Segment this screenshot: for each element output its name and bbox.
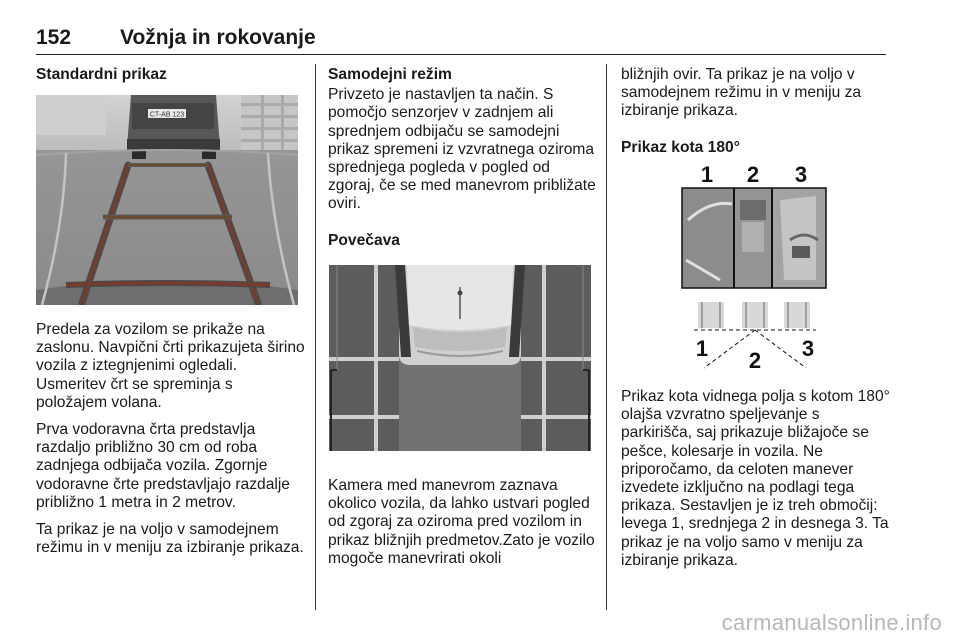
section-heading-automatic-mode: Samodejni režim xyxy=(328,66,452,83)
page-number: 152 xyxy=(36,26,72,49)
section-heading-180-view: Prikaz kota 180° xyxy=(621,138,740,156)
footer-watermark: carmanualsonline.info xyxy=(721,610,942,635)
column-3 xyxy=(621,66,891,165)
paragraph-standard-2: Prva vodoravna črta predstavlja razdaljo približno 30 cm od roba zadnjega odbijača vozila. Zgornje vodoravne črte predstavljajo razdalje približno 1 metra in 2 metrov. xyxy=(36,421,290,511)
diagram-label-top-1: 1 xyxy=(700,162,714,187)
column-2 xyxy=(328,66,598,258)
column-divider-2 xyxy=(606,64,607,610)
column-1-body xyxy=(36,321,308,566)
paragraph-180-view: Prikaz kota vidnega polja s kotom 180° olajša vzvratno speljevanje s parkirišča, saj prikazuje bližajoče se pešce, kolesarje in vozila. Ne priporočamo, da celoten manever izvedete izključno na podlagi tega prikaza. Sestavljen je iz treh območij: levega 1, srednjega 2 in desnega 3. Ta prikaz je na voljo samo v meniju za izbiranje prikaza. xyxy=(621,388,890,569)
diagram-label-bottom-3: 3 xyxy=(801,336,815,361)
paragraph-standard-3: Ta prikaz je na voljo v samodejnem režimu in v meniju za izbiranje prikaza. xyxy=(36,521,304,557)
column-divider-1 xyxy=(315,64,316,610)
section-heading-standard-view: Standardni prikaz xyxy=(36,66,167,83)
section-heading-zoom: Povečava xyxy=(328,231,400,249)
paragraph-standard-1: Predela za vozilom se prikaže na zaslonu. Navpični črti prikazujeta širino vozila z iztegnjenimi ogledali. Usmeritev črt se spreminja s položajem volana. xyxy=(36,321,305,411)
diagram-label-top-2: 2 xyxy=(746,162,760,187)
license-plate: CT-AB 123 xyxy=(149,111,185,119)
column-1 xyxy=(36,66,304,92)
column-3-body xyxy=(621,388,893,579)
view-180-diagram xyxy=(680,160,830,372)
paragraph-continued: bližnjih ovir. Ta prikaz je na voljo v samodejnem režimu in v meniju za izbiranje prikaza. xyxy=(621,66,862,120)
column-2-body xyxy=(328,477,600,577)
diagram-label-bottom-2: 2 xyxy=(748,348,762,372)
diagram-label-top-3: 3 xyxy=(794,162,808,187)
page-header xyxy=(36,26,886,55)
chapter-title: Vožnja in rokovanje xyxy=(120,26,316,49)
paragraph-automatic-mode: Privzeto je nastavljen ta način. S pomočjo senzorjev v zadnjem ali sprednjem odbijaču se samodejni prikaz spremeni iz vzvratnega oziroma sprednjega pogleda v pogled od zgoraj, če se med manevrom približate oviri. xyxy=(328,86,596,213)
top-view-zoom-image xyxy=(329,265,591,451)
paragraph-zoom: Kamera med manevrom zaznava okolico vozila, da lahko ustvari pogled od zgoraj za oziroma pred vozilom in prikaz bližnjih predmetov.Zato je vozilo mogoče manevrirati okoli xyxy=(328,477,595,567)
diagram-label-bottom-1: 1 xyxy=(695,336,709,361)
rear-camera-standard-view-image xyxy=(36,95,298,305)
